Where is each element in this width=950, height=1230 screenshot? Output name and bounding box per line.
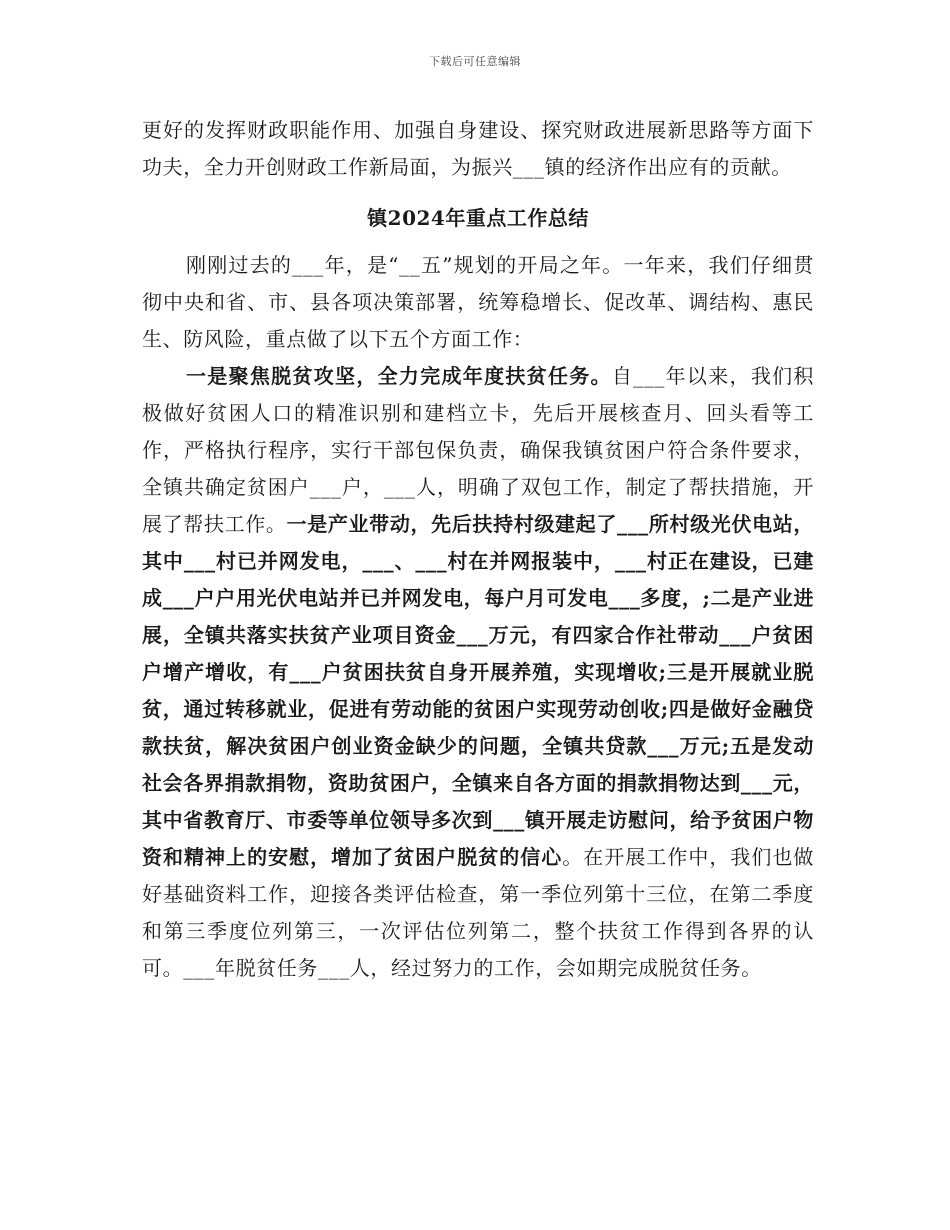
paragraph-bold-lead: 一是聚焦脱贫攻坚，全力完成年度扶贫任务。 xyxy=(186,364,612,388)
section-title: 镇2024年重点工作总结 xyxy=(367,206,589,230)
paragraph-overview: 刚刚过去的___年，是“__五”规划的开局之年。一年来，我们仔细贯彻中央和省、市、县各项决策部署，统筹稳增长、促改革、调结构、惠民生、防风险，重点做了以下五个方面工作： xyxy=(142,253,814,351)
paragraph-normal-text-1: 自___年以来，我们积极做好贫困人口的精准识别和建档立卡，先后开展核查月、回头看等工作，严格执行程序，实行干部包保负责，确保我镇贫困户符合条件要求，全镇共确定贫困户___户，___人，明确了双包工作，制定了帮扶措施，开展了帮扶工作。 xyxy=(142,364,814,536)
paragraph-poverty-alleviation xyxy=(142,358,814,987)
intro-paragraph: 更好的发挥财政职能作用、加强自身建设、探究财政进展新思路等方面下功夫，全力开创财政工作新局面，为振兴___镇的经济作出应有的贡献。 xyxy=(142,118,814,179)
document-body xyxy=(142,112,814,987)
page-header: 下载后可任意编辑 xyxy=(429,55,521,68)
paragraph-bold-measures: 一是产业带动，先后扶持村级建起了___所村级光伏电站，其中___村已并网发电，___、___村在并网报装中，___村正在建设，已建成___户户用光伏电站并已并网发电，每户月可发电___多度，;二是产业进展，全镇共落实扶贫产业项目资金___万元，有四家合作社带动___户贫困户增产增收，有___户贫困扶贫自身开展养殖，实现增收;三是开展就业脱贫，通过转移就业，促进有劳动能的贫困户实现劳动创收;四是做好金融贷款扶贫，解决贫困户创业资金缺少的问题，全镇共贷款___万元;五是发动社会各界捐款捐物，资助贫困户，全镇来自各方面的捐款捐物达到___元，其中省教育厅、市委等单位领导多次到___镇开展走访慰问，给予贫困户物资和精神上的安慰，增加了贫困户脱贫的信心 xyxy=(142,512,814,869)
paragraph-normal-text-2: 。在开展工作中，我们也做好基础资料工作，迎接各类评估检查，第一季位列第十三位，在第二季度和第三季度位列第三，一次评估位列第二，整个扶贫工作得到各界的认可。___年脱贫任务___人，经过努力的工作，会如期完成脱贫任务。 xyxy=(142,845,815,980)
